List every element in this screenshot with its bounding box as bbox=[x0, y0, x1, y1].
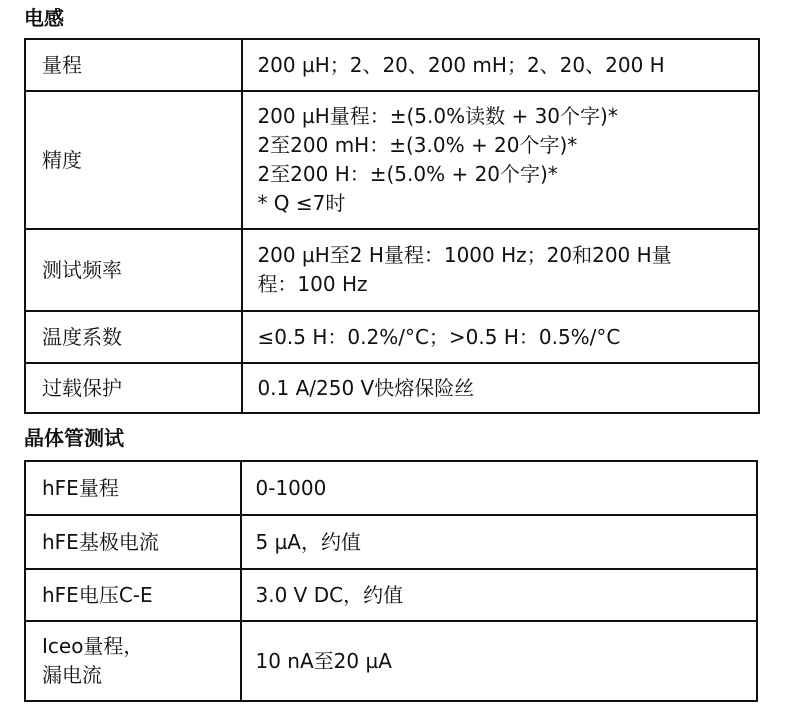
label-line: hFE量程 bbox=[42, 475, 119, 500]
inductance-spec-table bbox=[24, 38, 760, 414]
row-value-hfe-voltage-ce: 3.0 V DC，约值 bbox=[241, 569, 758, 621]
value-line: 200 µH量程：±(5.0%读数 + 30个字)* bbox=[257, 104, 618, 128]
row-value-temp-coefficient bbox=[242, 311, 759, 363]
row-value-range bbox=[242, 39, 759, 91]
transistor-section-title: 晶体管测试 bbox=[24, 426, 124, 450]
row-label-iceo-range bbox=[25, 621, 241, 701]
table-row bbox=[25, 363, 759, 413]
row-value-test-frequency bbox=[242, 229, 759, 311]
row-label-hfe-range bbox=[25, 461, 241, 515]
row-value-overload-protection bbox=[242, 363, 759, 413]
row-label-range: 量程 bbox=[25, 39, 242, 91]
table-row bbox=[25, 39, 759, 91]
row-label-test-frequency: 测试频率 bbox=[25, 229, 242, 311]
table-row bbox=[25, 91, 759, 229]
value-line: 程：100 Hz bbox=[257, 272, 368, 296]
table-row bbox=[25, 515, 757, 569]
value-line: 2至200 mH：±(3.0% + 20个字)* bbox=[257, 133, 578, 157]
table-row bbox=[25, 229, 759, 311]
row-label-hfe-base-current bbox=[25, 515, 241, 569]
label-line: hFE基极电流 bbox=[42, 529, 159, 554]
value-line: * Q ≤7时 bbox=[257, 191, 346, 215]
value-line: 200 µH至2 H量程：1000 Hz；20和200 H量 bbox=[257, 243, 672, 267]
value-line: 0.1 A/250 V快熔保险丝 bbox=[257, 375, 475, 400]
table-row bbox=[25, 621, 757, 701]
value-line: ≤0.5 H：0.2%/°C；>0.5 H：0.5%/°C bbox=[257, 324, 621, 349]
value-line: 200 µH；2、20、200 mH；2、20、200 H bbox=[257, 52, 665, 77]
transistor-spec-table bbox=[24, 460, 758, 702]
table-row bbox=[25, 461, 757, 515]
row-value-iceo-range: 10 nA至20 µA bbox=[241, 621, 758, 701]
row-value-accuracy bbox=[242, 91, 759, 229]
label-line: 漏电流 bbox=[42, 663, 102, 687]
inductance-section-title: 电感 bbox=[24, 6, 64, 30]
table-row bbox=[25, 311, 759, 363]
row-value-hfe-range: 0-1000 bbox=[241, 461, 758, 515]
value-line: 2至200 H：±(5.0% + 20个字)* bbox=[257, 162, 558, 186]
row-label-accuracy: 精度 bbox=[25, 91, 242, 229]
label-line: Iceo量程， bbox=[42, 634, 144, 658]
table-row bbox=[25, 569, 757, 621]
row-label-overload-protection: 过载保护 bbox=[25, 363, 242, 413]
row-label-hfe-voltage-ce bbox=[25, 569, 241, 621]
row-label-temp-coefficient: 温度系数 bbox=[25, 311, 242, 363]
row-value-hfe-base-current: 5 µA，约值 bbox=[241, 515, 758, 569]
label-line: hFE电压C-E bbox=[42, 582, 153, 607]
